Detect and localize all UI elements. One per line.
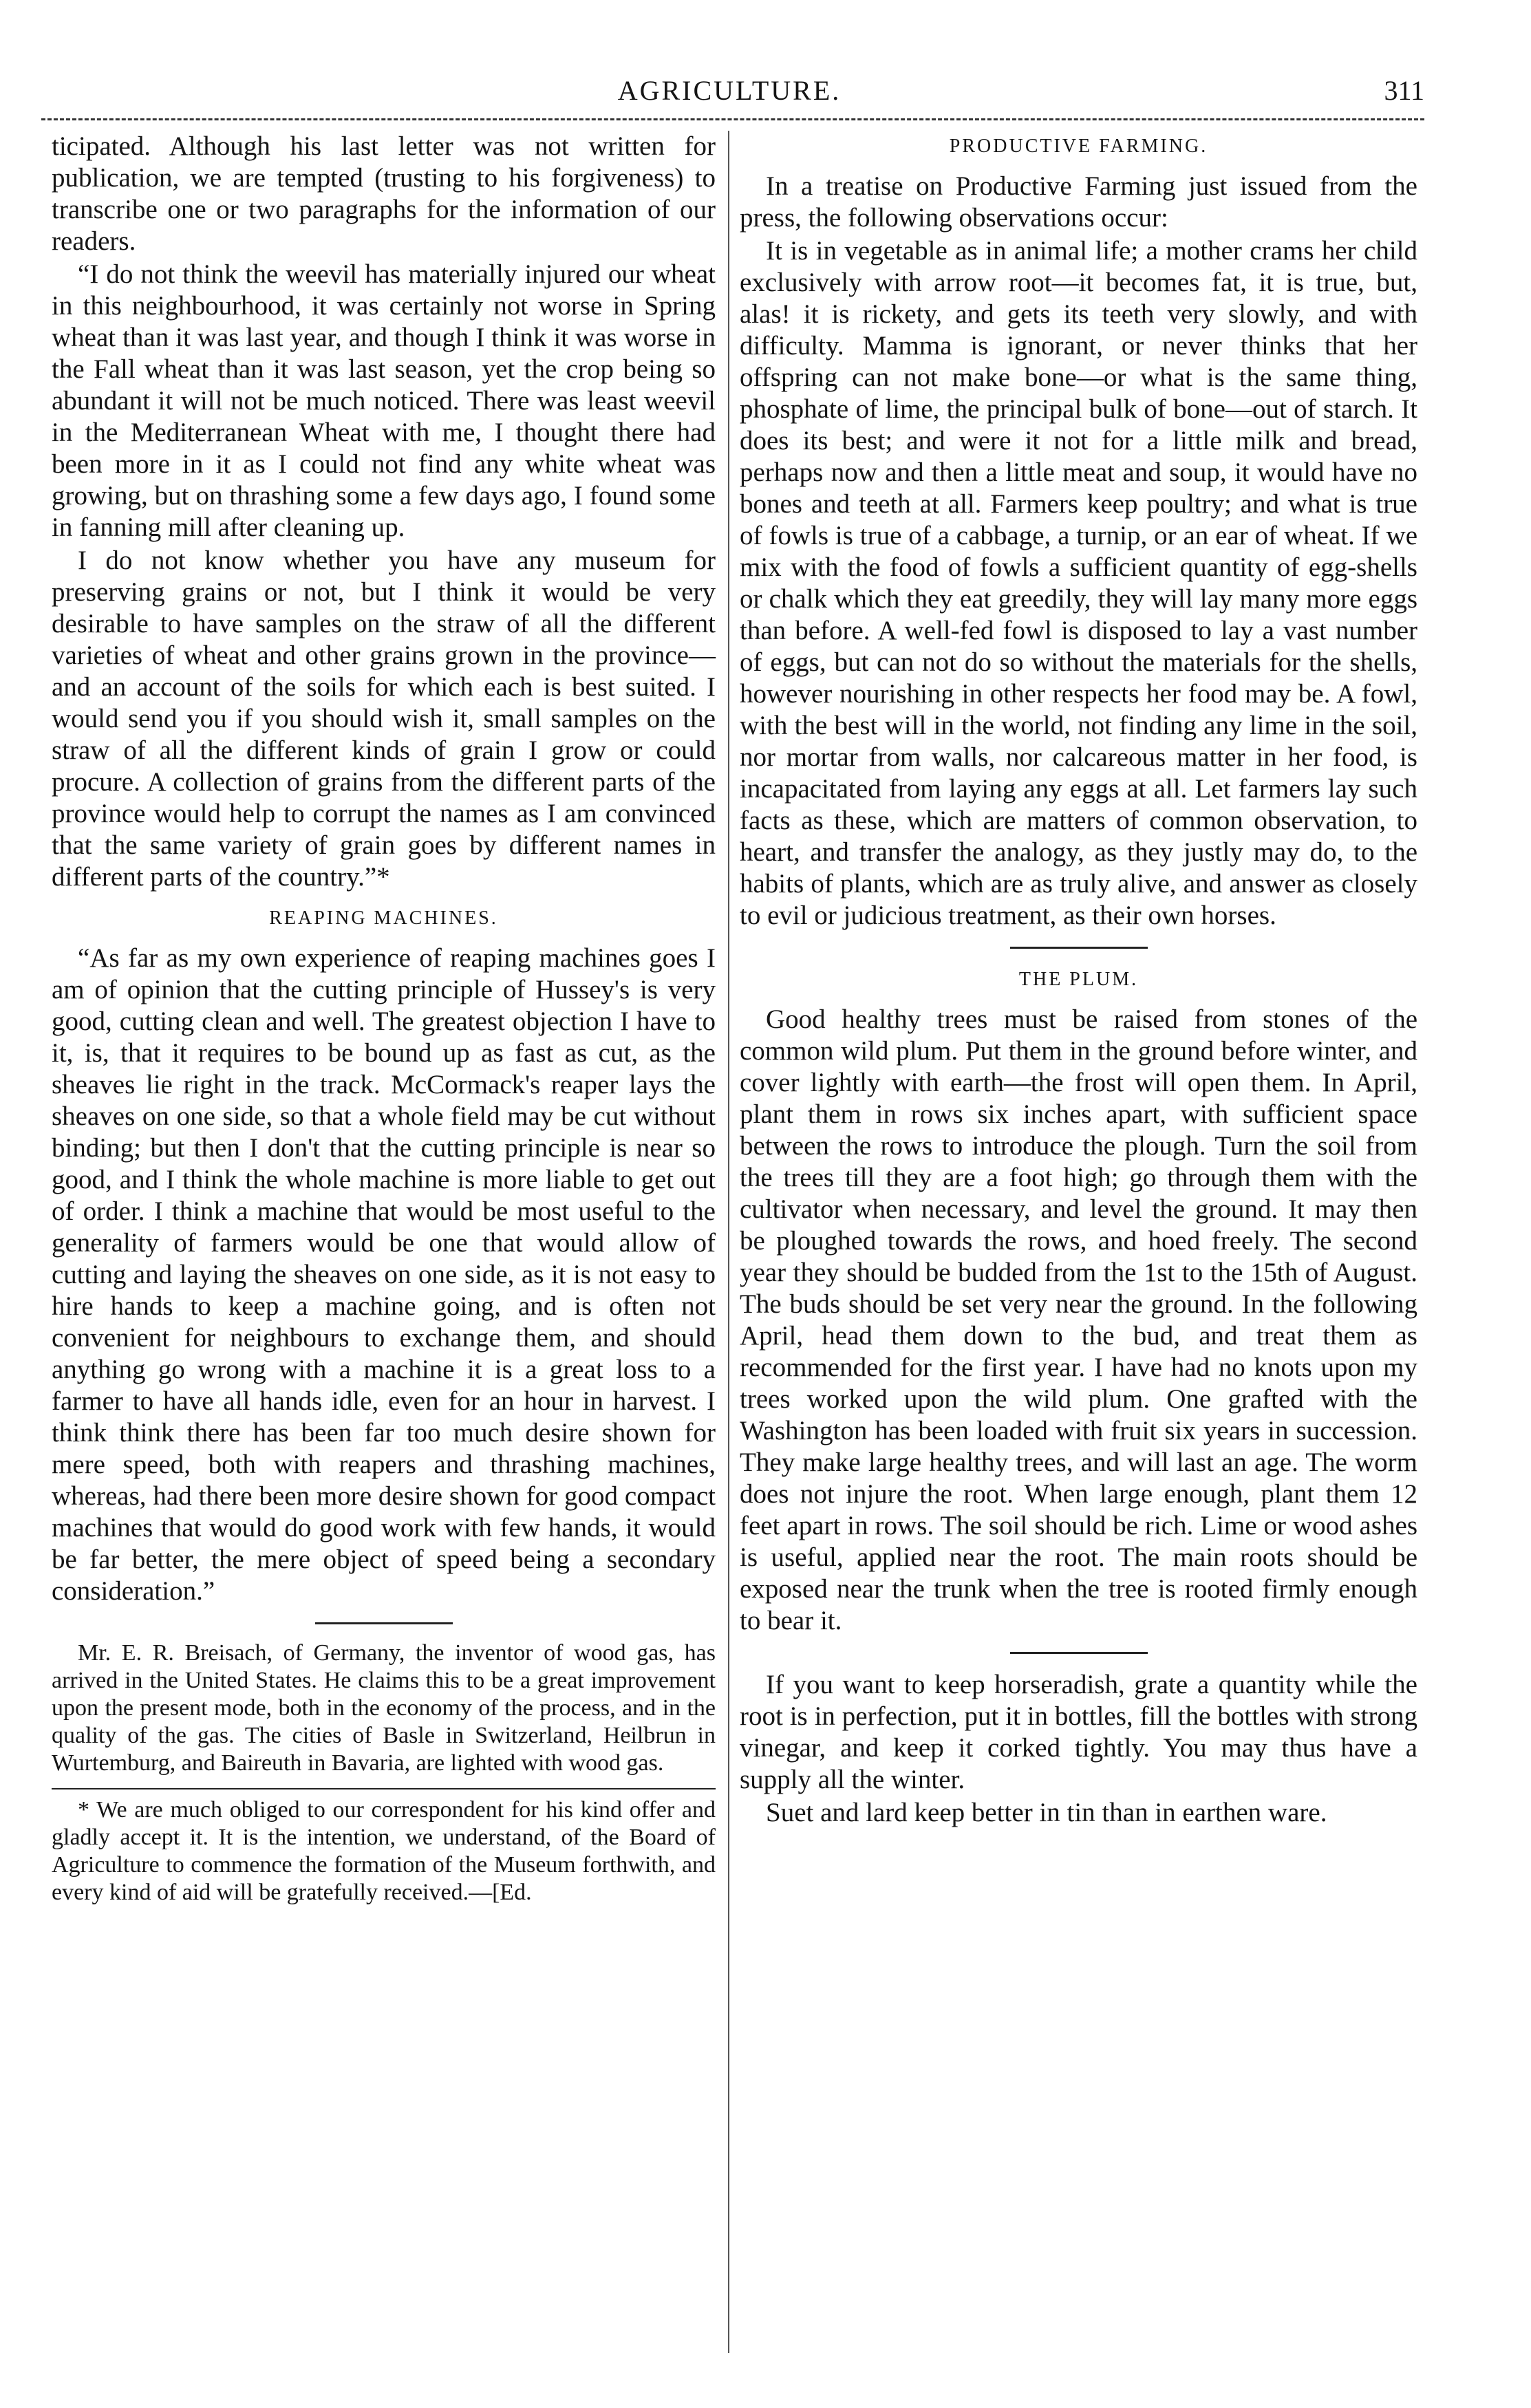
paragraph-horseradish: If you want to keep horseradish, grate a quantity while the root is in perfection, put it in bottles, fill the bottles with strong vinegar, and keep it corked tightly. You may thus have a supply all the winter. <box>740 1670 1417 1794</box>
heading-reaping-machines: REAPING MACHINES. <box>269 907 498 929</box>
right-column <box>740 131 1417 1830</box>
heading-productive-farming: PRODUCTIVE FARMING. <box>949 136 1208 157</box>
section-rule <box>1010 947 1148 949</box>
paragraph-continued: ticipated. Although his last letter was not written for publication, we are tempted (trusting to his forgiveness) to transcribe one or two paragraphs for the information of our readers. <box>52 131 716 256</box>
paragraph-productive-intro: In a treatise on Productive Farming just issued from the press, the following observations occur: <box>740 171 1417 233</box>
paragraph-productive-farming: It is in vegetable as in animal life; a mother crams her child exclusively with arrow root—it becomes fat, it is true, but, alas! it is rickety, and gets its teeth very slowly, and with difficulty. Mamma is ignorant, or never thinks that her offspring can not make bone—or what is the same thing, phosphate of lime, the principal bulk of bone—out of starch. It does its best; and were it not for a little milk and bread, perhaps now and then a little meat and soup, it would have no bones and teeth at all. Farmers keep poultry; and what is true of fowls is true of a cabbage, a turnip, or an ear of wheat. If we mix with the food of fowls a sufficient quantity of egg-shells or chalk which they eat greedily, they will lay many more eggs than before. A well-fed fowl is disposed to lay a vast number of eggs, but can not do so without the materials for the shells, however nourishing in other respects her food may be. A fowl, with the best will in the world, not finding any lime in the soil, nor mortar from walls, nor calcareous matter in her food, is incapacitated from laying any eggs at all. Let farmers lay such facts as these, which are matters of common observation, to heart, and transfer the analogy, as they justly may do, to the habits of plants, which are as truly alive, and answer as closely to evil or judicious treatment, as their own horses. <box>740 236 1417 930</box>
page-number: 311 <box>1384 75 1424 106</box>
paragraph-reaping-machines: “As far as my own experience of reaping machines goes I am of opinion that the cutting principle of Hussey's is very good, cutting clean and well. The greatest objection I have to it, is, that it requires to be bound up as fast as cut, as the sheaves lie right in the track. McCormack's reaper lays the sheaves on one side, so that a whole field may be cut without binding; but then I don't that the cutting principle is near so good, and I think the whole machine is more liable to get out of order. I think a machine that would be most useful to the generality of farmers would be one that would allow of cutting and laying the sheaves on one side, as it is not easy to hire hands to keep a machine going, and is often not convenient for neighbours to exchange them, and should anything go wrong with a machine it is a great loss to a farmer to have all hands idle, even for an hour in harvest. I think think there has been far too much desire shown for mere speed, both with reapers and thrashing machines, whereas, had there been more desire shown for good compact machines that would do good work with few hands, it would be far better, the mere object of speed being a secondary consideration.” <box>52 943 716 1606</box>
left-column <box>52 131 716 1908</box>
paragraph-letter-museum: I do not know whether you have any museum for preserving grains or not, but I think it would be very desirable to have samples on the straw of all the different varieties of wheat and other grains grown in the province—and an account of the soils for which each is best suited. I would send you if you should wish it, small samples on the straw of all the different kinds of grain I grow or could procure. A collection of grains from the different parts of the province would help to corrupt the names as I am convinced that the same variety of grain goes by different names in different parts of the country.”* <box>52 546 716 892</box>
section-rule <box>315 1622 453 1624</box>
running-head <box>41 69 1424 110</box>
paragraph-suet-lard: Suet and lard keep better in tin than in earthen ware. <box>766 1798 1327 1827</box>
paragraph-letter-weevil: “I do not think the weevil has materially injured our wheat in this neighbourhood, it was certainly not worse in Spring wheat than it was last year, and though I think it was worse in the Fall wheat than it was last season, yet the crop being so abundant it will not be much noticed. There was least weevil in the Mediterranean Wheat with me, I thought there had been more in it as I could not find any white wheat was growing, but on thrashing some a few days ago, I found some in fanning mill after cleaning up. <box>52 259 716 542</box>
paragraph-the-plum: Good healthy trees must be raised from stones of the common wild plum. Put them in the ground before winter, and cover lightly with earth—the frost will open them. In April, plant them in rows six inches apart, with sufficient space between the rows to introduce the plough. Turn the soil from the trees till they are a foot high; go through them with the cultivator when necessary, and level the ground. It may then be ploughed towards the rows, and hoed freely. The second year they should be budded from the 1st to the 15th of August. The buds should be set very near the ground. In the following April, head them down to the bud, and treat them as recommended for the first year. I have had no knots upon my trees worked upon the wild plum. One grafted with the Washington has been loaded with fruit six years in succession. They make large healthy trees, and will last an age. The worm does not injure the root. When large enough, plant them 12 feet apart in rows. The soil should be rich. Lime or wood ashes is useful, applied near the root. The main roots should be exposed near the trunk when the tree is rooted firmly enough to bear it. <box>740 1004 1417 1635</box>
heading-the-plum: THE PLUM. <box>1018 969 1139 990</box>
paragraph-wood-gas: Mr. E. R. Breisach, of Germany, the inventor of wood gas, has arrived in the United States. He claims this to be a great improvement upon the present mode, both in the economy of the process, and in the quality of the gas. The cities of Basle in Switzerland, Heilbrun in Wurtemburg, and Baireuth in Bavaria, are lighted with wood gas. <box>52 1640 716 1776</box>
column-divider <box>728 131 729 2353</box>
footnote-rule <box>52 1788 716 1789</box>
section-rule <box>1010 1652 1148 1654</box>
running-title: AGRICULTURE. <box>617 75 842 106</box>
header-rule <box>41 118 1424 120</box>
footnote: * We are much obliged to our correspondent for his kind offer and gladly accept it. It is the intention, we understand, of the Board of Agriculture to commence the formation of the Museum forthwith, and every kind of aid will be gratefully received.—[Ed. <box>52 1797 716 1905</box>
